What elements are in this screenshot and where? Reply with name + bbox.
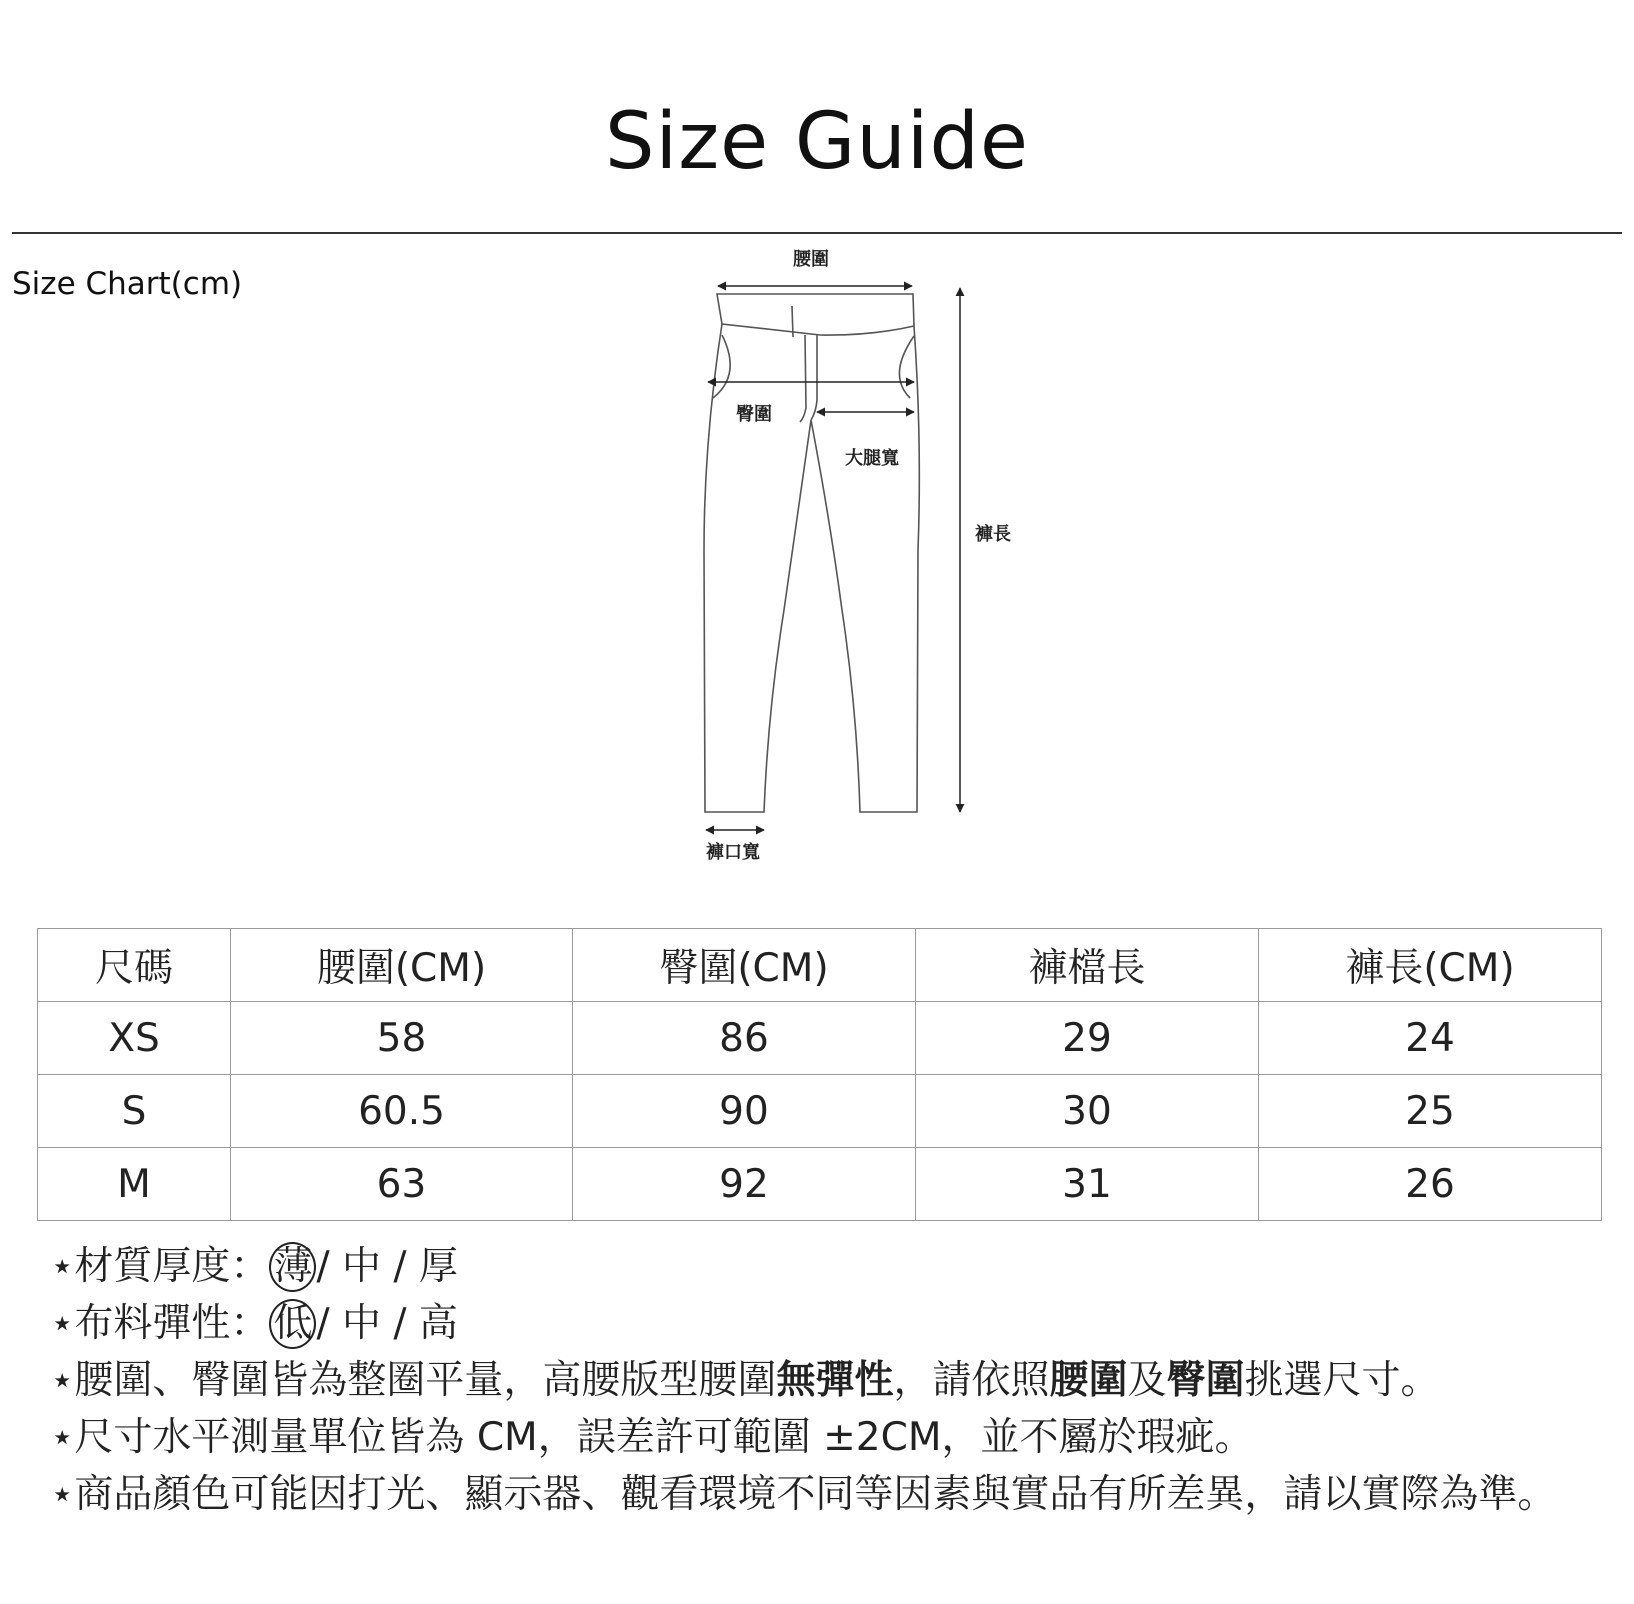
header-hip: 臀圍(CM) [573, 929, 916, 1002]
note-thickness [50, 1238, 1556, 1295]
title-divider [12, 232, 1622, 234]
note-text: 商品顏色可能因打光、顯示器、觀看環境不同等因素與實品有所差異，請以實際為準。 [74, 1472, 1557, 1517]
note-text: 及 [1127, 1358, 1167, 1403]
header-waist: 腰圍(CM) [231, 929, 573, 1002]
table-row [38, 1148, 1602, 1221]
note-emphasis: 臀圍 [1166, 1358, 1245, 1403]
table-header-row [38, 929, 1602, 1002]
size-table [37, 928, 1602, 1221]
note-tolerance [50, 1409, 1556, 1466]
note-options: / 中 / 厚 [316, 1244, 458, 1289]
note-text: 尺寸水平測量單位皆為 CM，誤差許可範圍 ±2CM，並不屬於瑕疵。 [74, 1415, 1254, 1460]
note-elasticity [50, 1295, 1556, 1352]
cell-hip: 90 [573, 1075, 916, 1148]
pants-diagram [680, 240, 1040, 880]
page-title: Size Guide [605, 97, 1029, 187]
header-length: 褲長(CM) [1259, 929, 1602, 1002]
cell-rise: 30 [916, 1075, 1259, 1148]
cell-waist: 63 [231, 1148, 573, 1221]
cell-size: S [38, 1075, 231, 1148]
note-text: 挑選尺寸。 [1244, 1358, 1440, 1403]
waistband-seam [792, 306, 793, 337]
cell-rise: 29 [916, 1002, 1259, 1075]
cell-waist: 58 [231, 1002, 573, 1075]
table-row [38, 1002, 1602, 1075]
star-icon: ⋆ [50, 1358, 75, 1403]
thigh-label: 大腿寬 [845, 448, 899, 469]
waistband-outline [717, 294, 914, 335]
cell-size: M [38, 1148, 231, 1221]
cell-rise: 31 [916, 1148, 1259, 1221]
cell-length: 25 [1259, 1075, 1602, 1148]
pants-outline [704, 324, 919, 812]
cell-hip: 86 [573, 1002, 916, 1075]
note-emphasis: 無彈性 [776, 1358, 894, 1403]
note-measurement-method [50, 1352, 1556, 1409]
right-pocket [899, 336, 914, 398]
selected-option-circle: 薄 [269, 1242, 316, 1292]
star-icon: ⋆ [50, 1244, 75, 1289]
table-row [38, 1075, 1602, 1148]
fly-seam [800, 335, 806, 422]
cell-length: 26 [1259, 1148, 1602, 1221]
size-chart-label: Size Chart(cm) [12, 266, 243, 302]
cell-size: XS [38, 1002, 231, 1075]
cell-length: 24 [1259, 1002, 1602, 1075]
waist-label: 腰圍 [793, 249, 829, 270]
header-size: 尺碼 [38, 929, 231, 1002]
length-label: 褲長 [975, 524, 1011, 545]
note-label: 布料彈性： [74, 1301, 270, 1346]
hip-label: 臀圍 [736, 404, 772, 425]
notes [50, 1238, 1556, 1523]
fly-edge [811, 335, 817, 420]
star-icon: ⋆ [50, 1472, 75, 1517]
note-text: 腰圍、臀圍皆為整圈平量，高腰版型腰圍 [74, 1358, 777, 1403]
cell-waist: 60.5 [231, 1075, 573, 1148]
header-rise: 褲檔長 [916, 929, 1259, 1002]
star-icon: ⋆ [50, 1415, 75, 1460]
selected-option-circle: 低 [269, 1299, 316, 1349]
note-options: / 中 / 高 [316, 1301, 458, 1346]
note-color [50, 1466, 1556, 1523]
note-emphasis: 腰圍 [1049, 1358, 1128, 1403]
star-icon: ⋆ [50, 1301, 75, 1346]
cell-hip: 92 [573, 1148, 916, 1221]
hem-label: 褲口寬 [706, 842, 760, 863]
note-label: 材質厚度： [74, 1244, 270, 1289]
note-text: ，請依照 [893, 1358, 1050, 1403]
